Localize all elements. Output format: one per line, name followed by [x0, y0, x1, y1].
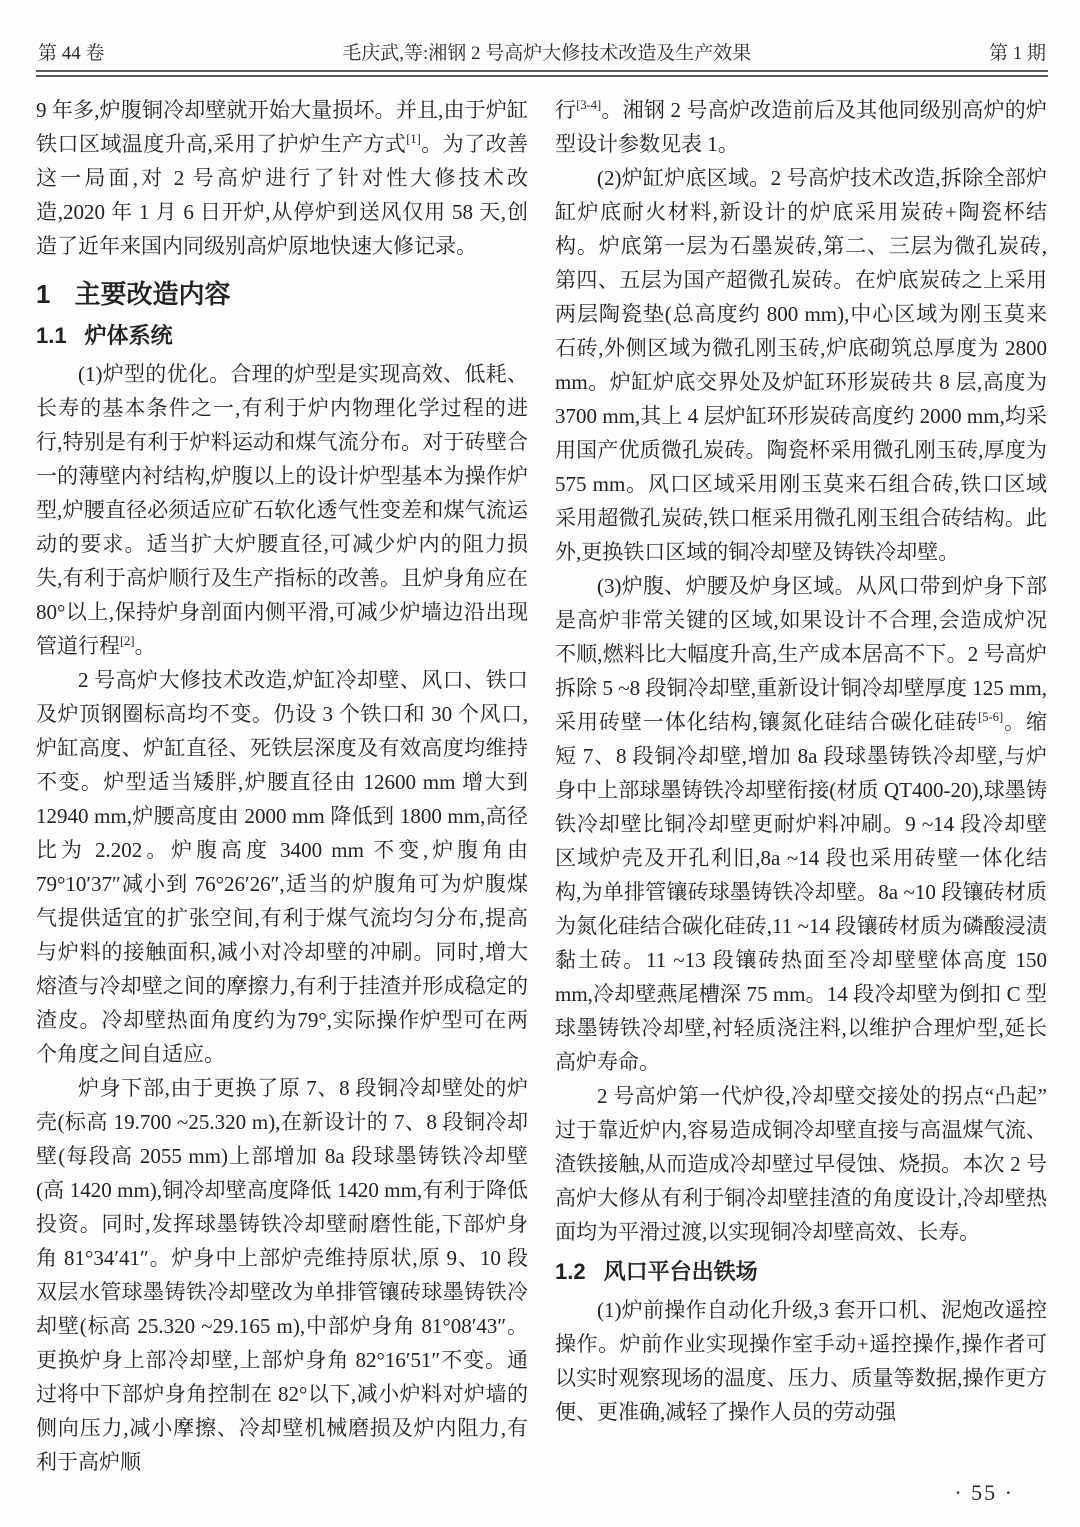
paragraph: 行[3-4]。湘钢 2 号高炉改造前后及其他同级别高炉的炉型设计参数见表 1。	[555, 98, 1047, 156]
column-right	[555, 93, 1047, 1493]
paragraph: 2 号高炉第一代炉役,冷却壁交接处的拐点“凸起”过于靠近炉内,容易造成铜冷却壁直接与高温煤气流、渣铁接触,从而造成冷却壁过早侵蚀、烧损。本次 2 号高炉大修从有利于铜冷却壁挂渣的角度设计,冷却壁热面均为平滑过渡,以实现铜冷却壁高效、长寿。	[555, 1084, 1047, 1244]
header-issue: 第 1 期	[988, 43, 1046, 64]
header-rule	[36, 70, 1048, 77]
paragraph: 炉身下部,由于更换了原 7、8 段铜冷却壁处的炉壳(标高 19.700 ~25.320 m),在新设计的 7、8 段铜冷却壁(每段高 2055 mm)上部增加 8a 段球墨铸铁冷却壁(高 1420 mm),铜冷却壁高度降低 1420 mm,有利于降低投资。同时,发挥球墨铸铁冷却壁耐磨性能,下部炉身角 81°34′41″。炉身中上部炉壳维持原状,原 9、10 段双层水管球墨铸铁冷却壁改为单排管镶砖球墨铸铁冷却壁(标高 25.320 ~29.165 m),中部炉身角 81°08′43″。更换炉身上部冷却壁,上部炉身角 82°16′51″不变。通过将中下部炉身角控制在 82°以下,减小炉料对炉墙的侧向压力,减小摩擦、冷却壁机械磨损及炉内阻力,有利于高炉顺	[36, 1076, 528, 1474]
subsection-heading	[555, 1259, 1047, 1285]
column-left	[36, 93, 528, 1493]
paragraph: (1)炉型的优化。合理的炉型是实现高效、低耗、长寿的基本条件之一,有利于炉内物理化学过程的进行,特别是有利于炉料运动和煤气流分布。对于砖壁合一的薄壁内衬结构,炉腹以上的设计炉型基本为操作炉型,炉腰直径必须适应矿石软化透气性变差和煤气流运动的要求。适当扩大炉腰直径,可减少炉内的阻力损失,有利于高炉顺行及生产指标的改善。且炉身角应在 80°以上,保持炉身剖面内侧平滑,可减少炉墙边沿出现管道行程[2]。	[36, 362, 528, 658]
paragraph: (1)炉前操作自动化升级,3 套开口机、泥炮改遥控操作。炉前作业实现操作室手动+遥控操作,操作者可以实时观察现场的温度、压力、质量等数据,操作更方便、更准确,减轻了操作人员的劳动强	[555, 1298, 1047, 1424]
header-running-title: 毛庆武,等:湘钢 2 号高炉大修技术改造及生产效果	[342, 43, 752, 64]
heading-title: 主要改造内容	[74, 279, 231, 309]
paragraph: (2)炉缸炉底区域。2 号高炉技术改造,拆除全部炉缸炉底耐火材料,新设计的炉底采用炭砖+陶瓷杯结构。炉底第一层为石墨炭砖,第二、三层为微孔炭砖,第四、五层为国产超微孔炭砖。在炉底炭砖之上采用两层陶瓷垫(总高度约 800 mm),中心区域为刚玉莫来石砖,外侧区域为微孔刚玉砖,炉底砌筑总厚度为 2800 mm。炉缸炉底交界处及炉缸环形炭砖共 8 层,高度为 3700 mm,其上 4 层炉缸环形炭砖高度约 2000 mm,均采用国产优质微孔炭砖。陶瓷杯采用微孔刚玉砖,厚度为 575 mm。风口区域采用刚玉莫来石组合砖,铁口区域采用超微孔炭砖,铁口框采用微孔刚玉组合砖结构。此外,更换铁口区域的铜冷却壁及铸铁冷却壁。	[555, 166, 1047, 564]
heading-number: 1.2	[555, 1259, 586, 1284]
paragraph: 9 年多,炉腹铜冷却壁就开始大量损坏。并且,由于炉缸铁口区域温度升高,采用了护炉生产方式[1]。为了改善这一局面,对 2 号高炉进行了针对性大修技术改造,2020 年 1 月 6 日开炉,从停炉到送风仅用 58 天,创造了近年来国内同级别高炉原地快速大修记录。	[36, 98, 528, 258]
heading-number: 1.1	[36, 323, 67, 348]
heading-number: 1	[36, 279, 51, 309]
reference-superscript: [3-4]	[576, 98, 602, 112]
heading-title: 风口平台出铁场	[603, 1259, 758, 1284]
page-body	[36, 93, 1048, 1493]
page-number: · 55 ·	[954, 1480, 1014, 1505]
journal-header	[38, 38, 1046, 65]
section-heading	[36, 279, 528, 309]
reference-superscript: [1]	[406, 132, 421, 146]
subsection-heading	[36, 323, 528, 349]
reference-superscript: [5-6]	[978, 710, 1004, 724]
header-volume: 第 44 卷	[38, 43, 105, 64]
heading-title: 炉体系统	[84, 323, 173, 348]
paragraph: (3)炉腹、炉腰及炉身区域。从风口带到炉身下部是高炉非常关键的区域,如果设计不合理,会造成炉况不顺,燃料比大幅度升高,生产成本居高不下。2 号高炉拆除 5 ~8 段铜冷却壁,重新设计铜冷却壁厚度 125 mm,采用砖壁一体化结构,镶氮化硅结合碳化硅砖[5-6]。缩短 7、8 段铜冷却壁,增加 8a 段球墨铸铁冷却壁,与炉身中上部球墨铸铁冷却壁衔接(材质 QT400-20),球墨铸铁冷却壁比铜冷却壁更耐炉料冲刷。9 ~14 段冷却壁区域炉壳及开孔利旧,8a ~14 段也采用砖壁一体化结构,为单排管镶砖球墨铸铁冷却壁。8a ~10 段镶砖材质为氮化硅结合碳化硅砖,11 ~14 段镶砖材质为磷酸浸渍黏土砖。11 ~13 段镶砖热面至冷却壁壁体高度 150 mm,冷却壁燕尾槽深 75 mm。14 段冷却壁为倒扣 C 型球墨铸铁冷却壁,衬轻质浇注料,以维护合理炉型,延长高炉寿命。	[555, 574, 1047, 1074]
reference-superscript: [2]	[120, 634, 135, 648]
paragraph: 2 号高炉大修技术改造,炉缸冷却壁、风口、铁口及炉顶钢圈标高均不变。仍设 3 个铁口和 30 个风口,炉缸高度、炉缸直径、死铁层深度及有效高度均维持不变。炉型适当矮胖,炉腰直径由 12600 mm 增大到 12940 mm,炉腰高度由 2000 mm 降低到 1800 mm,高径比为 2.202。炉腹高度 3400 mm 不变,炉腹角由 79°10′37″减小到 76°26′26″,适当的炉腹角可为炉腹煤气提供适宜的扩张空间,有利于煤气流均匀分布,提高与炉料的接触面积,减小对冷却壁的冲刷。同时,增大熔渣与冷却壁之间的摩擦力,有利于挂渣并形成稳定的渣皮。冷却壁热面角度约为79°,实际操作炉型可在两个角度之间自适应。	[36, 668, 528, 1066]
